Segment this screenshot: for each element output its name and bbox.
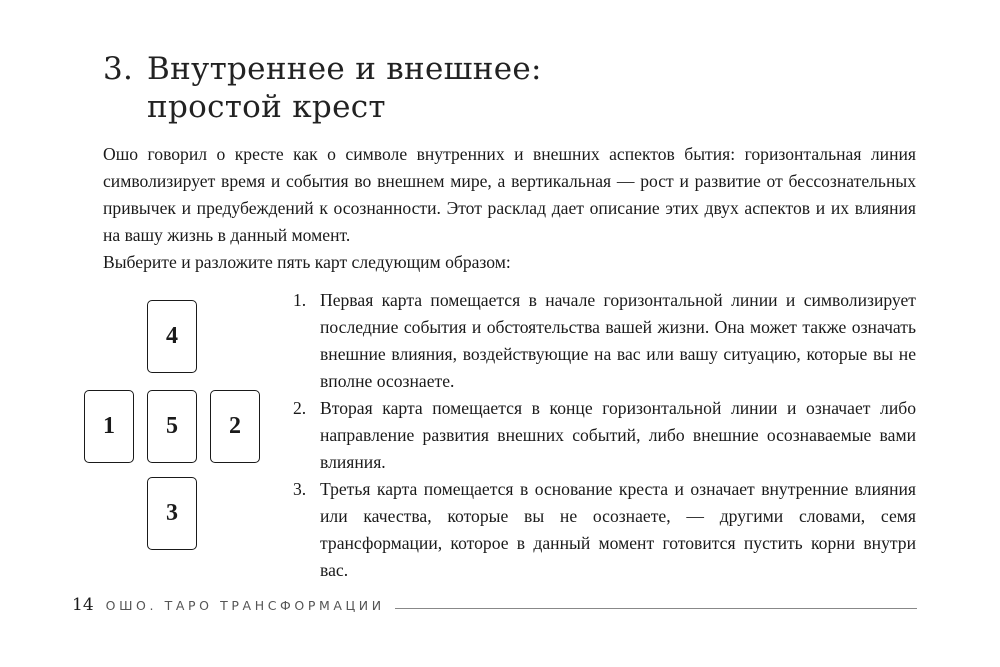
list-item	[293, 287, 916, 395]
intro-paragraph-1-text: Ошо говорил о кресте как о символе внутренних и внешних аспектов бытия: горизонтальная линия символизирует время и события во внешнем мире, а вертикальная — рост и развитие от бессознательных привычек и предубеждений к осознанности. Этот расклад дает описание этих двух аспектов и их влияния на вашу жизнь в данный момент.	[103, 144, 916, 245]
card-position-2: 2	[210, 390, 260, 463]
card-position-5: 5	[147, 390, 197, 463]
page-footer	[72, 594, 917, 616]
heading-title-part-1: Внутреннее и внешнее:	[147, 51, 542, 87]
heading-number: 3.	[103, 51, 134, 87]
footer-rule	[395, 608, 917, 609]
heading-title-part-2: простой крест	[147, 89, 386, 125]
running-title: ОШО. ТАРО ТРАНСФОРМАЦИИ	[105, 597, 385, 613]
chapter-heading	[103, 50, 542, 126]
list-item-text: Вторая карта помещается в конце горизонтальной линии и означает либо направление развития внешних событий, либо внешние осознаваемые вами влияния.	[320, 398, 916, 472]
list-item-number: 3.	[293, 479, 307, 499]
intro-paragraph-1	[103, 141, 916, 249]
list-item-text: Третья карта помещается в основание креста и означает внутренние влияния или качества, которые вы не осознаете, — другими словами, семя трансформации, которое в данный момент готовится пустить корни внутри вас.	[320, 479, 916, 580]
intro-text	[103, 141, 916, 276]
intro-paragraph-2: Выберите и разложите пять карт следующим образом:	[103, 252, 511, 272]
card-position-1: 1	[84, 390, 134, 463]
heading-line-1	[103, 50, 542, 88]
list-item	[293, 395, 916, 476]
list-item-number: 2.	[293, 398, 307, 418]
card-positions-list	[293, 287, 916, 584]
page-number: 14	[72, 595, 94, 615]
list-item-text: Первая карта помещается в начале горизонтальной линии и символизирует последние события и обстоятельства вашей жизни. Она может также означать внешние влияния, воздействующие на вас или вашу ситуацию, которые вы не вполне осознаете.	[320, 290, 916, 391]
list-item	[293, 476, 916, 584]
card-position-3: 3	[147, 477, 197, 550]
cross-spread-diagram	[84, 300, 264, 555]
card-position-4: 4	[147, 300, 197, 373]
list-item-number: 1.	[293, 290, 307, 310]
